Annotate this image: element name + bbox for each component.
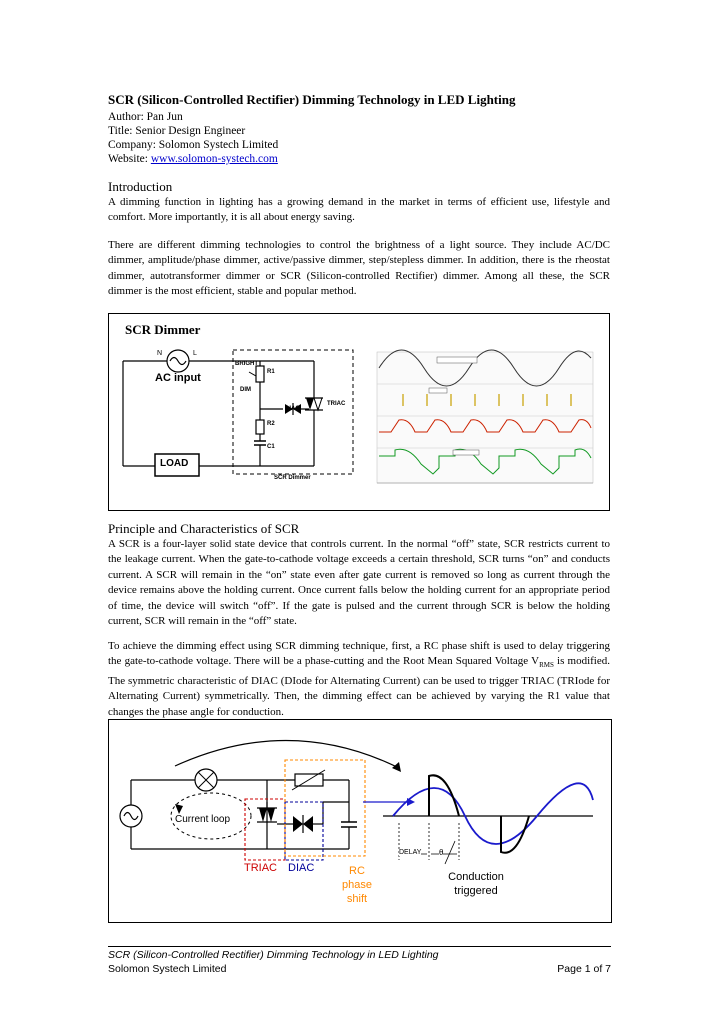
load-label: LOAD xyxy=(160,458,189,469)
scope-waveforms xyxy=(377,350,593,483)
conduction-line-1: Conduction xyxy=(448,871,504,883)
conduction-line-2: triggered xyxy=(454,885,498,897)
delay-label: DELAY xyxy=(399,849,422,856)
job-title-line: Title: Senior Design Engineer xyxy=(108,125,246,137)
dim-label: DIM xyxy=(240,387,251,393)
vrms-subscript: RMS xyxy=(539,661,554,670)
scr-dimmer-heading: SCR Dimmer xyxy=(125,322,201,337)
document-title: SCR (Silicon-Controlled Rectifier) Dimming Technology in LED Lighting xyxy=(108,92,516,107)
ac-input-label: AC input xyxy=(155,372,201,384)
n-label: N xyxy=(157,350,163,357)
rc-line-3: shift xyxy=(346,893,368,905)
current-loop-label: Current loop xyxy=(175,814,231,825)
triac-label: TRIAC xyxy=(244,862,277,874)
rc-phase-shift-label xyxy=(333,864,381,906)
intro-paragraph-2: There are different dimming technologies to control the brightness of a light source. They include AC/DC dimmer, amplitude/phase dimmer, active/passive dimmer, step/stepless dimmer. In addition, there is the rheostat dimmer, autotransformer dimmer or SCR (Silicon-controlled Rectifier) dimmer. Among all these, the SCR dimmer is the most efficient, stable and popular method. xyxy=(108,239,610,298)
footer-rule xyxy=(108,946,611,947)
c1-label: C1 xyxy=(267,444,275,450)
rc-line-2: phase xyxy=(342,879,372,891)
website-line xyxy=(108,152,278,166)
footer-page-number: Page 1 of 7 xyxy=(557,963,611,975)
phase-control-figure xyxy=(108,719,612,923)
principle-p2-part-b: is modified. The symmetric characteristic of DIAC (DIode for Alternating Current) can be used to trigger TRIAC (TRIode for Alternating Current) symmetrically. Then, the dimming effect can be achieved by varying the R1 value that changes the phase angle for conduction. xyxy=(108,655,610,718)
r1-resistor xyxy=(256,366,264,382)
dimmer-box-label: SCR Dimmer xyxy=(274,475,311,481)
l-label: L xyxy=(193,350,197,357)
diac-label: DIAC xyxy=(288,862,315,874)
bright-label: BRIGHT xyxy=(235,361,258,367)
scr-dimmer-figure xyxy=(108,313,610,511)
conduction-triggered-label xyxy=(431,870,521,898)
website-link[interactable]: www.solomon-systech.com xyxy=(150,153,278,165)
principle-paragraph-2 xyxy=(108,639,610,720)
principle-p2-part-a: To achieve the dimming effect using SCR dimming technique, first, a RC phase shift is used to delay triggering the gate-to-cathode voltage. There will be a phase-cutting and the Root Mean Squared Voltage V xyxy=(108,640,610,668)
rc-line-1: RC xyxy=(349,865,365,877)
intro-heading: Introduction xyxy=(108,179,173,194)
footer-company: Solomon Systech Limited xyxy=(108,963,227,975)
r1-label: R1 xyxy=(267,369,275,375)
footer-title: SCR (Silicon-Controlled Rectifier) Dimming Technology in LED Lighting xyxy=(108,949,439,961)
principle-paragraph-1: A SCR is a four-layer solid state device that controls current. In the normal “off” state, SCR restricts current to the leakage current. When the gate-to-cathode voltage exceeds a certain threshold, SCR turns “on” and conducts current. A SCR will remain in the “on” state even after gate current is removed so long as current through the device remains above the holding current. Once current falls below the holding current for an appropriate period of time, the device will switch “off”. If the gate is pulsed and the current through SCR is below the holding current, SCR will remain in the “off” state. xyxy=(108,538,610,628)
theta-label: θ xyxy=(439,848,444,857)
website-label: Website: xyxy=(108,153,151,165)
diac-label: DIAC xyxy=(285,406,300,412)
r2-resistor xyxy=(256,420,264,434)
author-line: Author: Pan Jun xyxy=(108,111,183,123)
principle-heading: Principle and Characteristics of SCR xyxy=(108,521,300,536)
triac-label: TRIAC xyxy=(327,401,346,407)
r2-label: R2 xyxy=(267,421,275,427)
intro-paragraph-1: A dimming function in lighting has a growing demand in the market in terms of efficient use, lifestyle and comfort. More importantly, it is all about energy saving. xyxy=(108,196,610,224)
company-line: Company: Solomon Systech Limited xyxy=(108,139,279,151)
scr-dimmer-schematic xyxy=(109,314,609,510)
